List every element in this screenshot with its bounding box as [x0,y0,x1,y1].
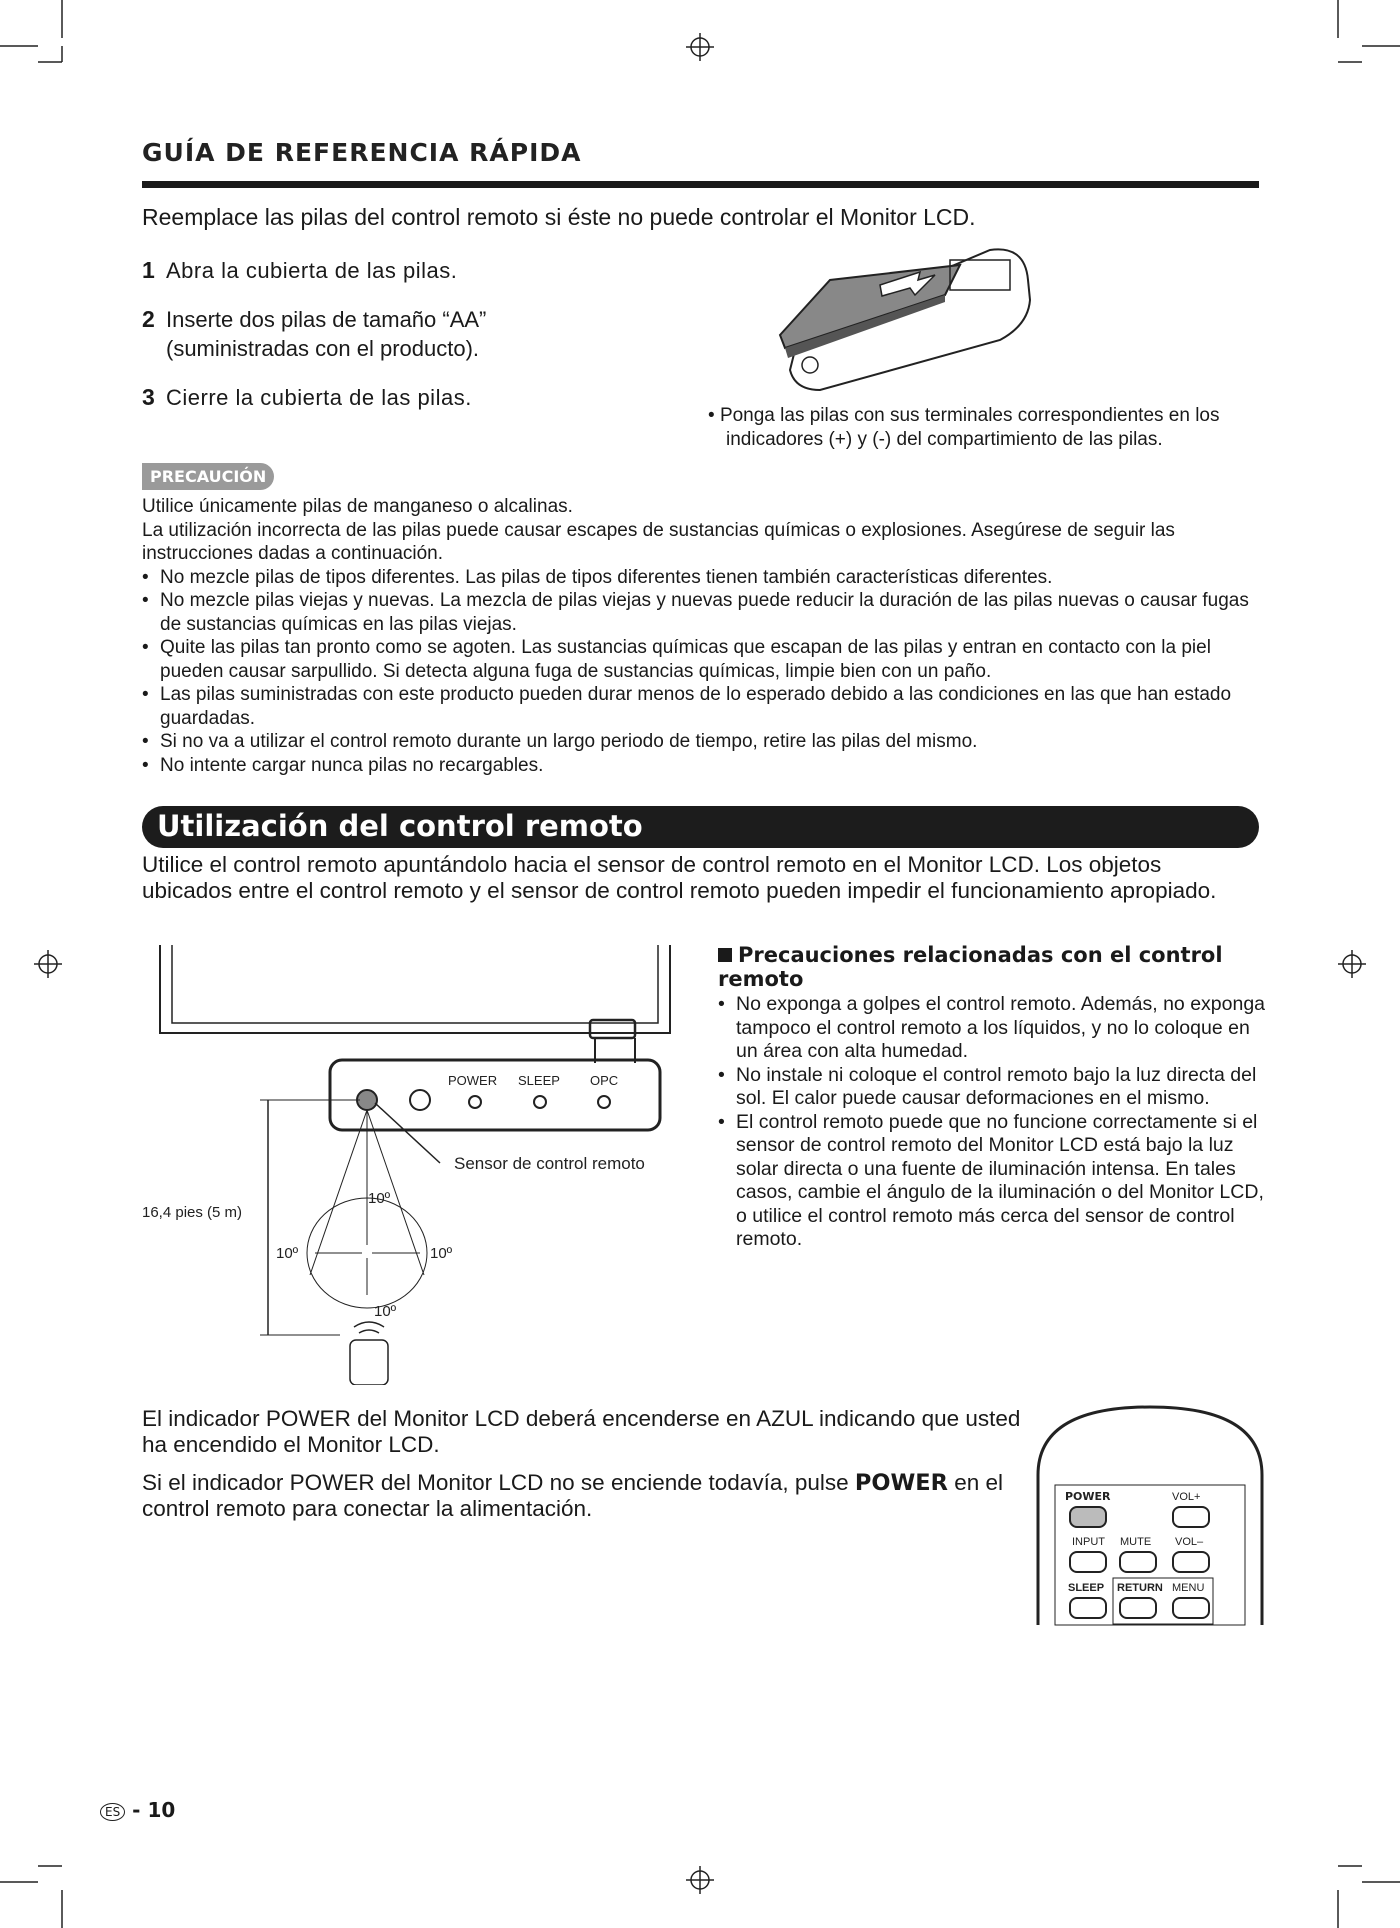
list-item: • Las pilas suministradas con este producto pueden durar menos de lo esperado debido a las condiciones en las que han estado guardadas. [142,683,1267,730]
sensor-label: Sensor de control remoto [454,1154,645,1173]
caution-badge: PRECAUCIÓN [142,463,274,490]
battery-note: • Ponga las pilas con sus terminales correspondientes en los indicadores (+) y (-) del compartimiento de las pilas. [708,405,1220,450]
caution-line: La utilización incorrecta de las pilas puede causar escapes de sustancias químicas o explosiones. Asegúrese de seguir las instrucciones dadas a continuación. [142,519,1175,564]
step-text-cont: (suministradas con el producto). [166,336,480,361]
list-item: • Si no va a utilizar el control remoto durante un largo periodo de tiempo, retire las pilas del mismo. [142,730,1267,754]
step-number: 2 [142,306,155,332]
remote-power-label: POWER [1065,1490,1111,1503]
square-bullet-icon [718,948,732,962]
battery-intro: Reemplace las pilas del control remoto si éste no puede controlar el Monitor LCD. [142,204,976,230]
step-1 [142,256,457,285]
step-text: Abra la cubierta de las pilas. [166,258,458,283]
angle-right: 10º [430,1245,453,1262]
angle-left: 10º [276,1245,299,1262]
step-number: 3 [142,384,155,410]
remote-battery-illustration [760,240,1040,400]
angle-bottom: 10º [374,1303,397,1320]
remote-volminus-button[interactable] [1173,1552,1209,1572]
power-label: POWER [448,1073,498,1088]
caution-text [142,495,1267,777]
usage-text: Utilice el control remoto apuntándolo hacia el sensor de control remoto en el Monitor LCD. Los objetos ubicados entre el control remoto y el sensor de control remoto pueden impedir el funcionamiento apropiado. [142,852,1217,903]
remote-power-button[interactable] [1070,1507,1106,1527]
remote-menu-label: MENU [1172,1582,1205,1594]
power-paragraph-1: El indicador POWER del Monitor LCD deberá encenderse en AZUL indicando que usted ha encendido el Monitor LCD. [142,1406,1021,1457]
remote-input-label: INPUT [1072,1536,1105,1548]
section-header [142,806,1259,848]
title-rule [142,181,1259,188]
step-text: Cierre la cubierta de las pilas. [166,385,472,410]
page-number [100,1798,175,1822]
power-bold: POWER [854,1470,949,1496]
list-item: • No instale ni coloque el control remoto bajo la luz directa del sol. El calor puede causar deformaciones en el mismo. [718,1064,1268,1111]
sensor-diagram [140,945,700,1385]
remote-input-button[interactable] [1070,1552,1106,1572]
step-text: Inserte dos pilas de tamaño “AA” [166,307,487,332]
sleep-label: SLEEP [518,1073,560,1088]
battery-note-text: Ponga las pilas con sus terminales correspondientes en los indicadores (+) y (-) del compartimiento de las pilas. [719,405,1220,450]
page-separator: - [132,1798,141,1822]
list-item: • No exponga a golpes el control remoto. Además, no exponga tampoco el control remoto a los líquidos, y no lo coloque en un área con alta humedad. [718,993,1268,1064]
remote-volminus-label: VOL– [1175,1536,1204,1548]
remote-return-button[interactable] [1120,1598,1156,1618]
step-number: 1 [142,257,155,283]
list-item: • El control remoto puede que no funcione correctamente si el sensor de control remoto del Monitor LCD está bajo la luz solar directa o una fuente de iluminación intensa. En tales casos, cambie el ángulo de la iluminación o del Monitor LCD, o utilice el control remoto más cerca del sensor de control remoto. [718,1111,1268,1252]
page-number-value: 10 [147,1798,176,1822]
list-item: • No mezcle pilas de tipos diferentes. Las pilas de tipos diferentes tienen también características diferentes. [142,566,1267,590]
step-3 [142,383,472,412]
p2-end: en el control remoto para conectar la alimentación. [142,1470,1004,1521]
remote-menu-button[interactable] [1173,1598,1209,1618]
p2-start: Si el indicador POWER del Monitor LCD no se enciende todavía, pulse [142,1470,855,1495]
remote-volplus-button[interactable] [1173,1507,1209,1527]
step-2 [142,305,486,363]
remote-mute-label: MUTE [1120,1536,1152,1548]
remote-sleep-button[interactable] [1070,1598,1106,1618]
remote-control-illustration [1030,1405,1270,1630]
caution-list [142,566,1267,778]
remote-precautions [718,944,1268,1252]
remote-mute-button[interactable] [1120,1552,1156,1572]
remote-sleep-label: SLEEP [1068,1582,1105,1594]
list-item: • No mezcle pilas viejas y nuevas. La mezcla de pilas viejas y nuevas puede reducir la duración de las pilas nuevas o causar fugas de sustancias químicas en las pilas viejas. [142,589,1267,636]
remote-return-label: RETURN [1117,1582,1163,1594]
opc-label: OPC [590,1073,619,1088]
power-paragraph-2 [142,1470,1022,1522]
list-item: • No intente cargar nunca pilas no recargables. [142,754,1267,778]
distance-label: 16,4 pies (5 m) [142,1204,243,1221]
list-item: • Quite las pilas tan pronto como se agoten. Las sustancias químicas que escapan de las pilas y entran en contacto con la piel pueden causar sarpullido. Si detecta alguna fuga de sustancias químicas, limpie bien con un paño. [142,636,1267,683]
language-badge: ES [100,1803,125,1821]
page-title: GUÍA DE REFERENCIA RÁPIDA [142,138,582,167]
precautions-heading [718,944,1268,991]
remote-volplus-label: VOL+ [1172,1491,1201,1503]
precautions-list [718,993,1268,1252]
angle-top: 10º [368,1190,391,1207]
power-instructions [142,1406,1022,1534]
section-title: Utilización del control remoto [157,809,643,843]
caution-line: Utilice únicamente pilas de manganeso o alcalinas. [142,496,573,517]
precautions-title: Precauciones relacionadas con el control remoto [718,943,1223,991]
